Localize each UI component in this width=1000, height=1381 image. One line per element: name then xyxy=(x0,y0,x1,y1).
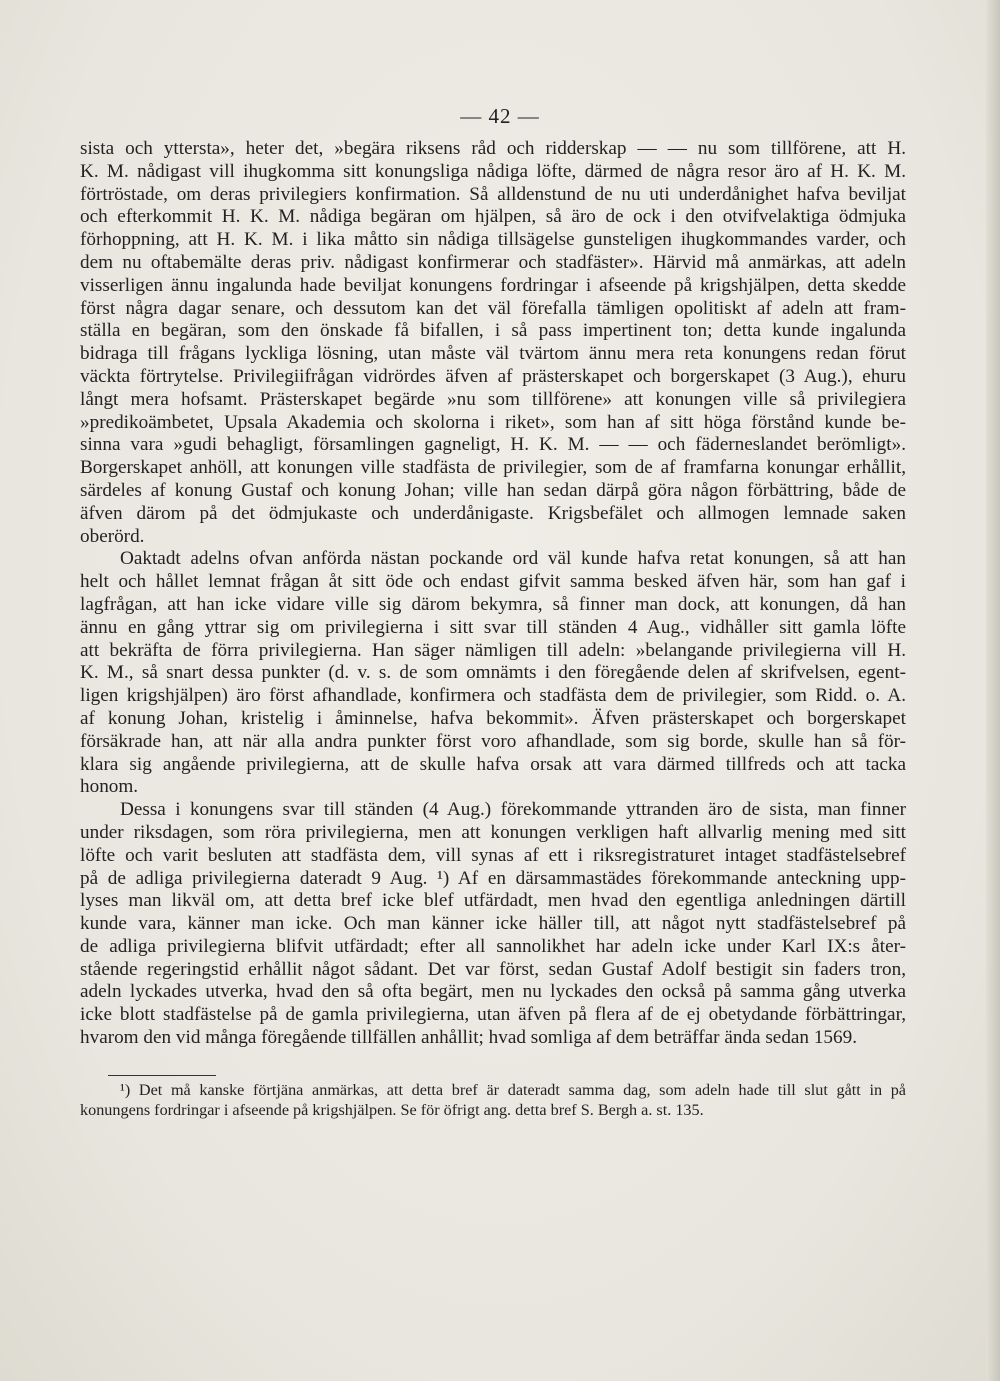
text-line: visserligen ännu ingalunda hade beviljat konungens fordringar i afseende på krigshjälpen, detta skedde xyxy=(80,274,906,296)
text-line: att bekräfta de förra privilegierna. Han säger nämligen till adeln: »belangande privilegierna vill H. xyxy=(80,639,906,661)
text-line: bidraga till frågans lyckliga lösning, utan måste väl tvärtom ännu mera reta konungens redan förut xyxy=(80,343,906,365)
footnotes xyxy=(80,1080,906,1120)
text-line: löfte och varit besluten att stadfästa dem, vill synas af ett i riksregistraturet intaget stadfästelsebref xyxy=(80,844,906,866)
page-edge-shadow xyxy=(986,0,1000,1381)
footnote-divider xyxy=(108,1075,216,1076)
text-line: af konung Johan, kristelig i åminnelse, hafva bekommit». Äfven prästerskapet och borgerskapet xyxy=(80,707,906,729)
text-line: de adliga privilegierna blifvit utfärdadt; efter all sannolikhet har adeln icke under Karl IX:s åter- xyxy=(80,935,906,957)
text-line: sista och yttersta», heter det, »begära riksens råd och ridderskap — — nu som tillförene, att H. xyxy=(80,138,906,159)
page-number: — 42 — xyxy=(460,104,540,128)
text-line: lagfrågan, att han icke vidare ville sig därom bekymra, så finner man dock, att konungen, då han xyxy=(80,593,906,615)
text-line: oberörd. xyxy=(80,525,145,547)
footnote-line: konungens fordringar i afseende på krigshjälpen. Se för öfrigt ang. detta bref S. Bergh a. st. 135. xyxy=(80,1101,704,1119)
text-line: icke blott stadfästelse på de gamla privilegierna, utan äfven på flera af de ej obetydande förbättringar, xyxy=(80,1004,906,1026)
text-line: först några dagar senare, och dessutom kan det väl förefalla tämligen opolitiskt af adeln att fram- xyxy=(80,297,906,319)
text-line: långt mera hofsamt. Prästerskapet begärde »nu som tillförene» att konungen ville så privilegiera xyxy=(80,388,906,410)
text-line: Dessa i konungens svar till ständen (4 Aug.) förekommande yttranden äro de sista, man finner xyxy=(120,799,906,821)
text-line: och efterkommit H. K. M. nådiga begäran om hjälpen, så äro de ock i den otvifvelaktiga ödmjuka xyxy=(80,206,906,228)
text-line: K. M. nådigast vill ihugkomma sitt konungsliga nådiga löfte, därmed de några resor äro af H. K. M. xyxy=(80,160,906,182)
text-line: K. M., så snart dessa punkter (d. v. s. de som omnämts i den föregående delen af skrifvelsen, egent- xyxy=(80,662,906,684)
text-line: förtröstade, om deras privilegiers konfirmation. Så alldenstund de nu uti underdånighet hafva beviljat xyxy=(80,183,906,205)
text-line: adeln lyckades utverka, hvad den så ofta begärt, men nu lyckades den också på samma gång utverka xyxy=(80,981,906,1003)
footnote-line: ¹) Det må kanske förtjäna anmärkas, att detta bref är dateradt samma dag, som adeln hade till slut gått in på xyxy=(120,1081,906,1099)
text-line: »predikoämbetet, Upsala Akademia och skolorna i riket», som han af sitt höga förstånd kunde be- xyxy=(80,411,906,433)
text-line: ligen krigshjälpen) äro först afhandlade, konfirmera och stadfästa dem de privilegier, som Ridd. o. A. xyxy=(80,685,906,707)
text-line: helt och hållet lemnat frågan åt sitt öde och endast gifvit samma besked äfven här, som han gaf i xyxy=(80,571,906,593)
body-text xyxy=(80,138,906,1050)
text-line: Oaktadt adelns ofvan anförda nästan pockande ord väl kunde hafva retat konungen, så att han xyxy=(120,548,906,570)
text-line: hvarom den vid många föregående tillfällen anhållit; hvad somliga af dem beträffar ända sedan 1569. xyxy=(80,1027,857,1049)
text-line: försäkrade han, att när alla andra punkter först voro afhandlade, som sig borde, skulle han så för- xyxy=(80,730,906,752)
text-line: Borgerskapet anhöll, att konungen ville stadfästa de privilegier, som de af framfarna konungar erhållit, xyxy=(80,457,906,479)
text-line: dem nu oftabemälte deras priv. nådigast konfirmerar och stadfäster». Härvid må anmärkas, att adeln xyxy=(80,251,906,273)
text-line: förhoppning, att H. K. M. i lika måtto sin nådiga tillsägelse gunsteligen ihugkommandes varder, och xyxy=(80,229,906,251)
text-line: lyses man likväl om, att detta bref icke blef utfärdadt, men hvad den egentliga anledningen därtill xyxy=(80,890,906,912)
text-line: honom. xyxy=(80,776,139,798)
text-line: äfven därom på det ödmjukaste och underdånigaste. Krigsbefälet och allmogen lemnade saken xyxy=(80,502,906,524)
text-line: ställa en begäran, som den önskade få bifallen, i så pass impertinent ton; detta kunde ingalunda xyxy=(80,320,906,342)
text-line: på de adliga privilegierna dateradt 9 Aug. ¹) Af en därsammastädes förekommande anteckning upp- xyxy=(80,867,906,889)
text-line: ännu en gång yttrar sig om privilegierna i sitt svar till ständen 4 Aug., vidhåller sitt gamla löfte xyxy=(80,616,906,638)
text-line: kunde vara, känner man icke. Och man känner icke häller till, att något nytt stadfästelsebref på xyxy=(80,913,906,935)
text-line: stående regeringstid erhållit något sådant. Det var först, sedan Gustaf Adolf bestigit sin faders tron, xyxy=(80,958,906,980)
text-line: särdeles af konung Gustaf och konung Johan; ville han sedan därpå göra någon förbättring, både de xyxy=(80,479,906,501)
text-line: sinna vara »gudi behagligt, församlingen gagneligt, H. K. M. — — och fäderneslandet berömligt». xyxy=(80,434,906,456)
text-line: väckta förtrytelse. Privilegiifrågan vidrördes äfven af prästerskapet och borgerskapet (3 Aug.), ehuru xyxy=(80,365,906,387)
text-line: under riksdagen, som röra privilegierna, men att konungen verkligen haft allvarlig mening med sitt xyxy=(80,821,906,843)
text-line: klara sig angående privilegierna, att de skulle hafva orsak att vara därmed tillfreds och att tacka xyxy=(80,753,906,775)
